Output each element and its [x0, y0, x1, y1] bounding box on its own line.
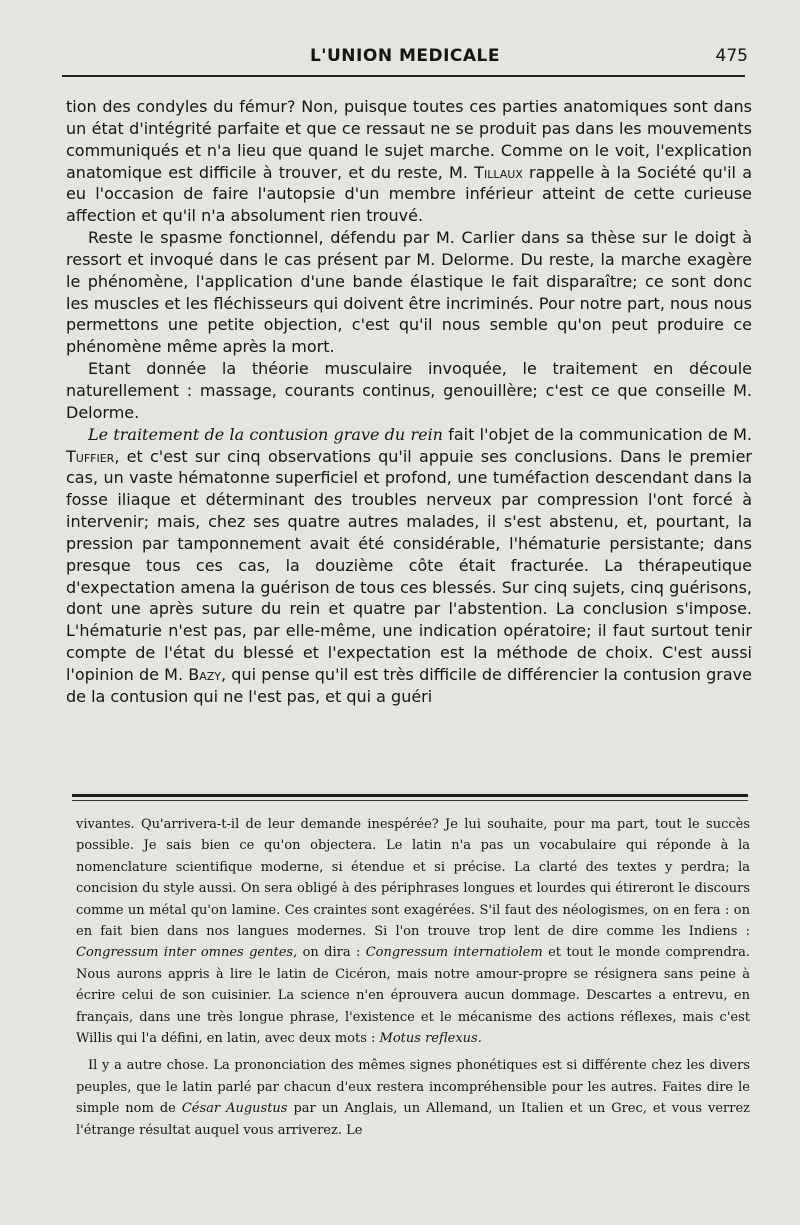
paragraph-contusion-rein: Le traitement de la contusion grave du rein fait l'objet de la communication de M. Tuffier, et c'est sur cinq observations qu'il appuie ses conclusions. Dans le premier cas, un vaste hématonne superficiel et profond, une tuméfaction descendant dans la fosse iliaque et déterminant des troubles nerveux par compression l'ont forcé à intervenir; mais, chez ses quatre autres malades, il s'est abstenu, et, pourtant, la pression par tamponnement avait été considérable, l'hématurie persistante; dans presque tous ces cas, la douzième côte était fracturée. La thérapeutique d'expectation amena la guérison de tous ces blessés. Sur cinq sujets, cinq guérisons, dont une après suture du rein et quatre par l'abstention. La conclusion s'impose. L'hématurie n'est pas, par elle-même, une indication opératoire; il faut surtout tenir compte de l'état du blessé et l'expectation est la méthode de choix. C'est aussi l'opinion de M. Bazy, qui pense qu'il est très difficile de différencier la contusion grave de la contusion qui ne l'est pas, et qui a guéri	[66, 424, 752, 706]
footnotes	[76, 814, 750, 1141]
footnote-paragraph-prononciation: Il y a autre chose. La prononciation des mêmes signes phonétiques est si différente chez les divers peuples, que le latin parlé par chacun d'eux restera incompréhensible pour les autres. Faites dire le simple nom de César Augustus par un Anglais, un Allemand, un Italien et un Grec, et vous verrez l'étrange résultat auquel vous arriverez. Le	[76, 1058, 750, 1138]
main-text	[66, 96, 752, 708]
author-name: Bazy	[188, 664, 222, 684]
author-name: Tuffier	[66, 446, 115, 466]
page-header	[62, 44, 748, 74]
author-name: Tillaux	[474, 162, 523, 182]
paragraph-traitement-musculaire: Etant donnée la théorie musculaire invoquée, le traitement en découle naturellement : massage, courants continus, genouillère; c'est ce que conseille M. Delorme.	[66, 359, 752, 422]
journal-title: L'UNION MEDICALE	[309, 46, 501, 66]
header-rule	[62, 75, 745, 77]
page-number: 475	[715, 46, 748, 66]
footnote-paragraph-latin: vivantes. Qu'arrivera-t-il de leur demande inespérée? Je lui souhaite, pour ma part, tout le succès possible. Je sais bien ce qu'on objectera. Le latin n'a pas un vocabulaire qui réponde à la nomenclature scientifique moderne, si étendue et si précise. La clarté des textes y perdra; la concision du style aussi. On sera obligé à des périphrases longues et lourdes qui étireront le discours comme un métal qu'on lamine. Ces craintes sont exagérées. S'il faut des néologismes, on en fera : on en fait bien dans nos langues modernes. Si l'on trouve trop lent de dire comme les Indiens : Congressum inter omnes gentes, on dira : Congressum internatiolem et tout le monde comprendra. Nous aurons appris à lire le latin de Cicéron, mais notre amour-propre se résignera sans peine à écrire celui de son cuisinier. La science n'en éprouvera aucun dommage. Descartes a entrevu, en français, dans une très longue phrase, l'existence et le mécanisme des actions réflexes, mais c'est Willis qui l'a défini, en latin, avec deux mots : Motus reflexus.	[76, 817, 750, 1047]
italic-title: Le traitement de la contusion grave du rein	[88, 424, 443, 444]
paragraph-spasme: Reste le spasme fonctionnel, défendu par M. Carlier dans sa thèse sur le doigt à ressort et invoqué dans le cas présent par M. Delorme. Du reste, la marche exagère le phénomène, l'application d'une bande élastique le fait disparaître; ce sont donc les muscles et les fléchisseurs qui doivent être incriminés. Pour notre part, nous nous permettons une petite objection, c'est qu'il nous semble qu'on peut produire ce phénomène même après la mort.	[66, 228, 752, 357]
footnote-rule-thin	[72, 800, 748, 801]
paragraph-condyles: tion des condyles du fémur? Non, puisque toutes ces parties anatomiques sont dans un état d'intégrité parfaite et que ce ressaut ne se produit pas dans les mouvements communiqués et n'a lieu que quand le sujet marche. Comme on le voit, l'explication anatomique est difficile à trouver, et du reste, M. Tillaux rappelle à la Société qu'il a eu l'occasion de faire l'autopsie d'un membre inférieur atteint de cette curieuse affection et qu'il n'a absolument rien trouvé.	[66, 97, 753, 226]
